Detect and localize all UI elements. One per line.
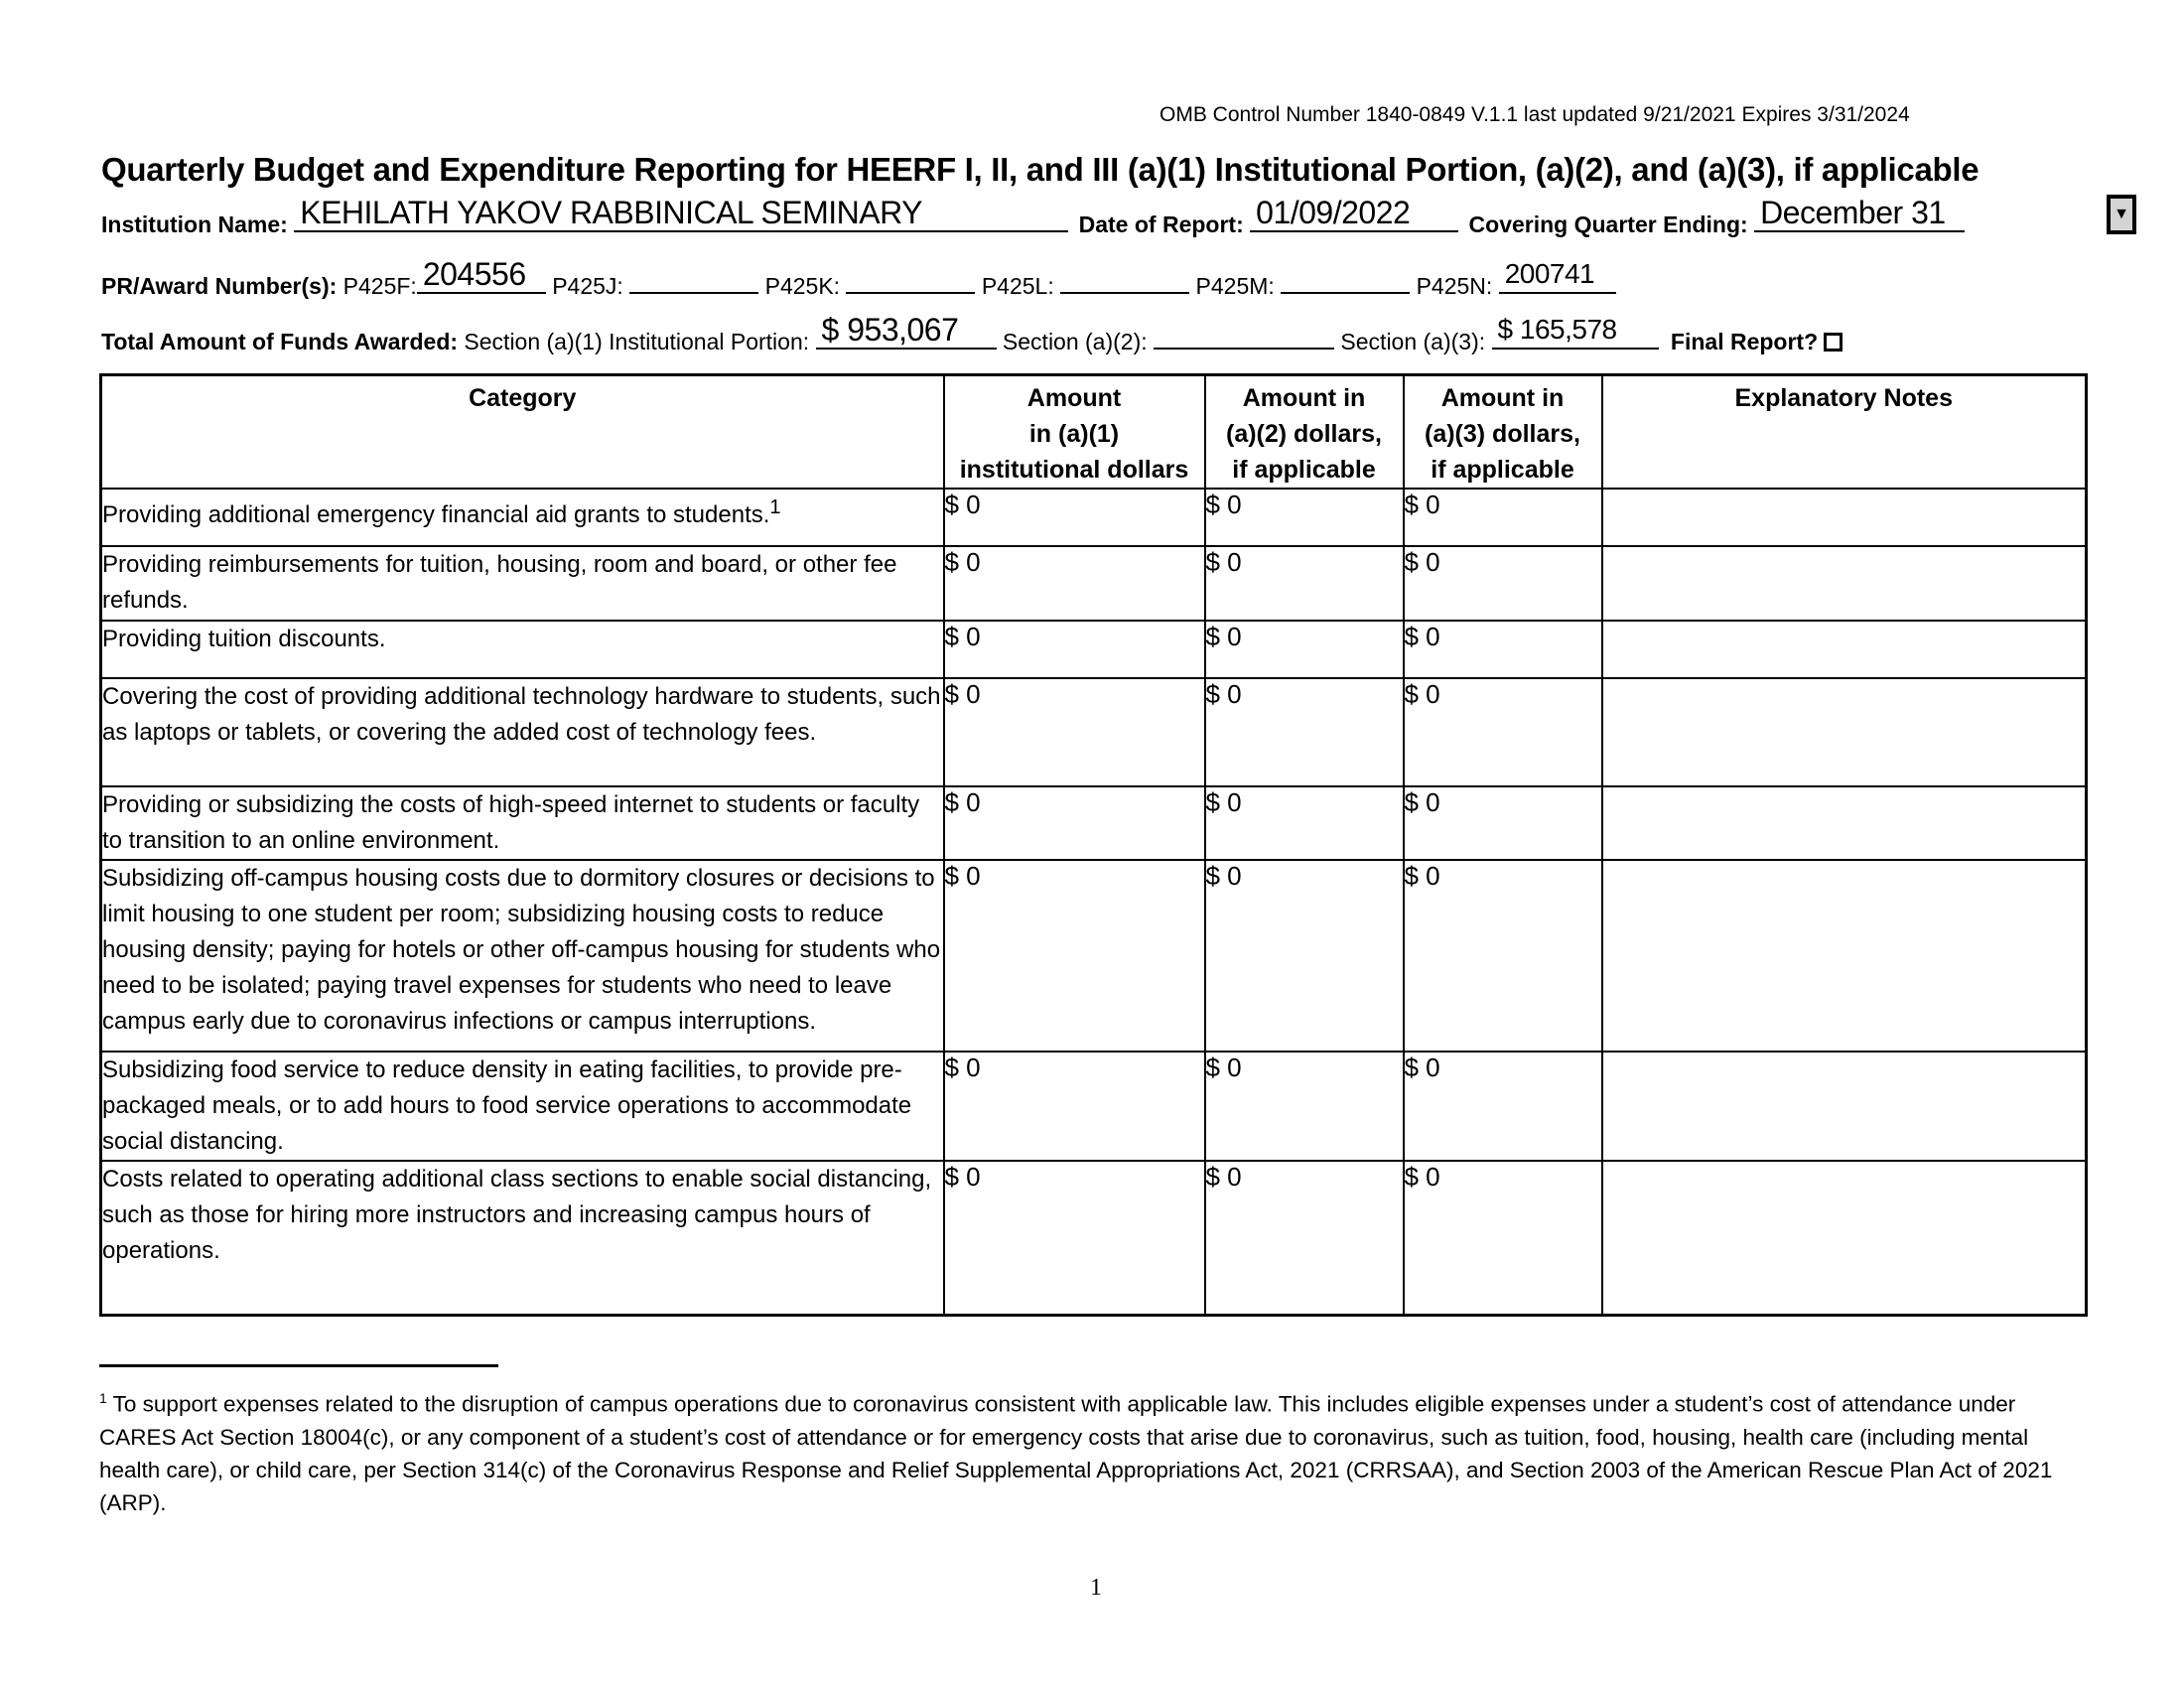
- category-cell: Providing or subsidizing the costs of high-speed internet to students or faculty to transition to an online environment.: [101, 786, 944, 860]
- notes-cell[interactable]: [1602, 621, 2087, 678]
- quarter-ending-value: December 31: [1760, 195, 1946, 230]
- amount-a2-cell[interactable]: $ 0: [1205, 1161, 1404, 1315]
- award-p425k-label: P425K:: [764, 273, 841, 299]
- final-report-label: Final Report?: [1670, 329, 1819, 354]
- footnote-divider: [99, 1364, 498, 1367]
- header-a3: Amount in (a)(3) dollars, if applicable: [1404, 375, 1602, 490]
- amount-a1-cell[interactable]: $ 0: [944, 786, 1205, 860]
- section-a2-label: Section (a)(2):: [1002, 329, 1148, 354]
- quarter-ending-field[interactable]: [1754, 195, 1965, 232]
- amount-a2-cell[interactable]: $ 0: [1205, 860, 1404, 1052]
- omb-control-number: OMB Control Number 1840-0849 V.1.1 last updated 9/21/2021 Expires 3/31/2024: [1160, 103, 1910, 126]
- category-cell: Costs related to operating additional class sections to enable social distancing, such as those for hiring more instructors and increasing campus hours of operations.: [101, 1161, 944, 1315]
- table-row: [101, 621, 2087, 678]
- amount-a2-cell[interactable]: $ 0: [1205, 546, 1404, 621]
- amount-a2-cell[interactable]: $ 0: [1205, 1052, 1404, 1161]
- footnote: [99, 1382, 2095, 1519]
- amount-a3-cell[interactable]: $ 0: [1404, 1052, 1602, 1161]
- section-a2-field[interactable]: [1154, 326, 1334, 350]
- header-a2: Amount in (a)(2) dollars, if applicable: [1205, 375, 1404, 490]
- amount-a3-cell[interactable]: $ 0: [1404, 786, 1602, 860]
- award-p425k-field[interactable]: [846, 270, 975, 294]
- category-cell: Subsidizing food service to reduce density in eating facilities, to provide pre-packaged meals, or to add hours to food service operations to accommodate social distancing.: [101, 1052, 944, 1161]
- section-a1-label: Section (a)(1) Institutional Portion:: [464, 329, 810, 354]
- pr-award-label: PR/Award Number(s):: [101, 273, 338, 299]
- final-report-checkbox[interactable]: [1824, 333, 1843, 352]
- notes-cell[interactable]: [1602, 860, 2087, 1052]
- quarter-ending-label: Covering Quarter Ending:: [1468, 211, 1748, 237]
- award-p425l-field[interactable]: [1060, 270, 1189, 294]
- pr-award-line: [101, 256, 1616, 300]
- amount-a3-cell[interactable]: $ 0: [1404, 489, 1602, 546]
- form-title: Quarterly Budget and Expenditure Reporting for HEERF I, II, and III (a)(1) Institutional Portion, (a)(2), and (a)(3), if applicable: [101, 151, 1979, 188]
- header-category: Category: [101, 375, 944, 490]
- award-p425l-label: P425L:: [981, 273, 1054, 299]
- institution-name-field[interactable]: [294, 195, 1068, 232]
- award-p425m-field[interactable]: [1281, 270, 1410, 294]
- amount-a1-cell[interactable]: $ 0: [944, 860, 1205, 1052]
- footnote-ref[interactable]: 1: [769, 496, 781, 518]
- award-p425f-label: P425F:: [342, 273, 417, 299]
- award-p425m-label: P425M:: [1195, 273, 1275, 299]
- budget-table: [99, 373, 2088, 1317]
- award-p425n-label: P425N:: [1416, 273, 1493, 299]
- date-of-report-value: 01/09/2022: [1256, 195, 1411, 230]
- table-row: [101, 489, 2087, 546]
- amount-a1-cell[interactable]: $ 0: [944, 678, 1205, 786]
- section-a1-value: $ 953,067: [821, 312, 959, 348]
- category-cell: Providing reimbursements for tuition, housing, room and board, or other fee refunds.: [101, 546, 944, 621]
- amount-a3-cell[interactable]: $ 0: [1404, 678, 1602, 786]
- table-row: [101, 1161, 2087, 1315]
- date-of-report-field[interactable]: [1250, 195, 1458, 232]
- category-cell: Subsidizing off-campus housing costs due to dormitory closures or decisions to limit housing to one student per room; subsidizing housing costs to reduce housing density; paying for hotels or other off-campus housing for students who need to be isolated; paying travel expenses for students who need to leave campus early due to coronavirus infections or campus interruptions.: [101, 860, 944, 1052]
- quarter-ending-dropdown[interactable]: [2107, 195, 2136, 234]
- award-p425n-value: 200741: [1504, 258, 1595, 289]
- section-a3-field[interactable]: [1492, 314, 1659, 350]
- award-p425j-field[interactable]: [629, 270, 758, 294]
- award-p425n-field[interactable]: [1499, 258, 1616, 294]
- total-funds-label: Total Amount of Funds Awarded:: [101, 329, 459, 354]
- amount-a3-cell[interactable]: $ 0: [1404, 1161, 1602, 1315]
- amount-a1-cell[interactable]: $ 0: [944, 621, 1205, 678]
- amount-a1-cell[interactable]: $ 0: [944, 546, 1205, 621]
- amount-a1-cell[interactable]: $ 0: [944, 1161, 1205, 1315]
- notes-cell[interactable]: [1602, 1161, 2087, 1315]
- table-row: [101, 786, 2087, 860]
- header-notes: Explanatory Notes: [1602, 375, 2087, 490]
- institution-line: [101, 195, 1965, 238]
- page-number: 1: [1090, 1575, 1102, 1601]
- institution-name-value: KEHILATH YAKOV RABBINICAL SEMINARY: [300, 195, 922, 230]
- notes-cell[interactable]: [1602, 678, 2087, 786]
- amount-a3-cell[interactable]: $ 0: [1404, 546, 1602, 621]
- category-cell: Providing additional emergency financial aid grants to students.$^1$: [101, 489, 944, 546]
- amount-a2-cell[interactable]: $ 0: [1205, 786, 1404, 860]
- amount-a1-cell[interactable]: $ 0: [944, 1052, 1205, 1161]
- amount-a2-cell[interactable]: $ 0: [1205, 678, 1404, 786]
- amount-a3-cell[interactable]: $ 0: [1404, 621, 1602, 678]
- section-a3-value: $ 165,578: [1497, 314, 1617, 345]
- notes-cell[interactable]: [1602, 489, 2087, 546]
- notes-cell[interactable]: [1602, 1052, 2087, 1161]
- award-p425j-label: P425J:: [552, 273, 623, 299]
- total-funds-line: [101, 312, 1843, 355]
- footnote-marker: 1: [99, 1390, 107, 1406]
- award-p425f-field[interactable]: [417, 256, 546, 294]
- notes-cell[interactable]: [1602, 546, 2087, 621]
- table-row: [101, 546, 2087, 621]
- category-cell: Covering the cost of providing additional technology hardware to students, such as laptops or tablets, or covering the added cost of technology fees.: [101, 678, 944, 786]
- date-of-report-label: Date of Report:: [1078, 211, 1244, 237]
- notes-cell[interactable]: [1602, 786, 2087, 860]
- table-header-row: [101, 375, 2087, 490]
- table-row: [101, 678, 2087, 786]
- category-cell: Providing tuition discounts.: [101, 621, 944, 678]
- amount-a2-cell[interactable]: $ 0: [1205, 621, 1404, 678]
- amount-a3-cell[interactable]: $ 0: [1404, 860, 1602, 1052]
- table-row: [101, 860, 2087, 1052]
- amount-a1-cell[interactable]: $ 0: [944, 489, 1205, 546]
- institution-name-label: Institution Name:: [101, 211, 288, 237]
- section-a1-field[interactable]: [816, 312, 997, 350]
- footnote-text: To support expenses related to the disruption of campus operations due to coronavirus consistent with applicable law. This includes eligible expenses under a student’s cost of attendance under CARES Act Section 18004(c), or any component of a student’s cost of attendance or for emergency costs that arise due to coronavirus, such as tuition, food, housing, health care (including mental health care), or child care, per Section 314(c) of the Coronavirus Response and Relief Supplemental Appropriations Act, 2021 (CRRSAA), and Section 2003 of the American Rescue Plan Act of 2021 (ARP).: [99, 1391, 2053, 1515]
- amount-a2-cell[interactable]: $ 0: [1205, 489, 1404, 546]
- section-a3-label: Section (a)(3):: [1340, 329, 1486, 354]
- chevron-down-icon: ▼: [2114, 206, 2129, 222]
- header-a1: Amount in (a)(1) institutional dollars: [944, 375, 1205, 490]
- award-p425f-value: 204556: [422, 256, 526, 292]
- table-row: [101, 1052, 2087, 1161]
